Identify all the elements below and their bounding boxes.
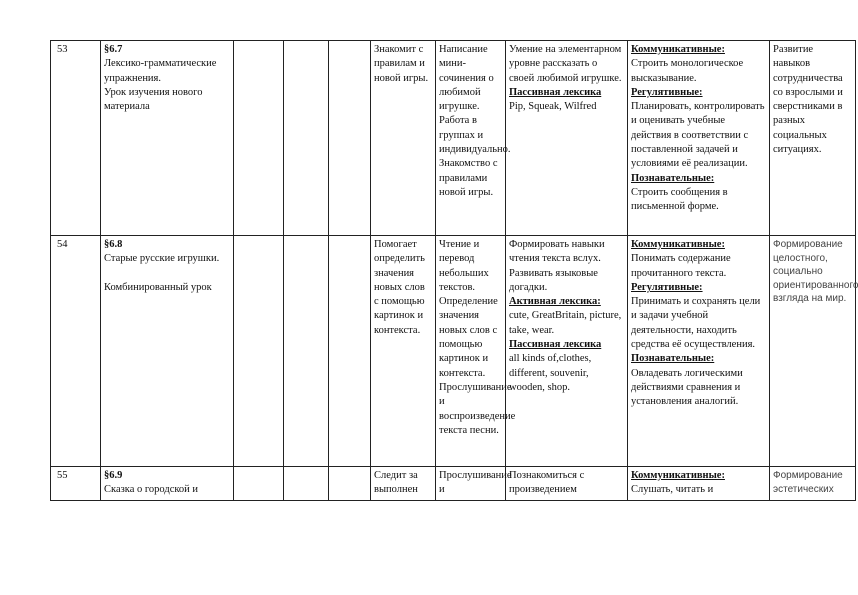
lesson-plan-table — [50, 40, 856, 501]
lesson-title: Сказка о городской и — [104, 484, 199, 496]
empty-cell — [234, 236, 284, 467]
lesson-topic — [101, 41, 234, 236]
table-row — [51, 41, 856, 236]
student-activity: Чтение и перевод небольших текстов. Определение значения новых слов с помощью картинок и контекста. Прослушивание и воспроизведение текста песни. — [436, 236, 506, 467]
table-row — [51, 467, 856, 501]
uud-cell: Коммуникативные: Понимать содержание прочитанного текста. Регулятивные: Принимать и сохранять цели и задачи учебной деятельности, находить средства её осуществления. Познавательные: Овладевать логическими действиями сравнения и установления аналогий. — [628, 236, 770, 467]
lesson-topic — [101, 467, 234, 501]
student-activity: Написание мини-сочинения о любимой игрушке. Работа в группах и индивидуально. Знакомство с правилами новой игры. — [436, 41, 506, 236]
empty-cell — [284, 467, 329, 501]
uud-cell: Коммуникативные: Строить монологическое высказывание. Регулятивные: Планировать, контролировать и оценивать учебные действия в соответствии с поставленной задачей и условиями её реализации. Познавательные: Строить сообщения в письменной форме. — [628, 41, 770, 236]
subject-results: Умение на элементарном уровне рассказать о своей любимой игрушке. Пассивная лексика Pip, Squeak, Wilfred — [506, 41, 628, 236]
empty-cell — [329, 41, 371, 236]
lesson-title: Старые русские игрушки. — [104, 253, 220, 265]
paragraph-ref: §6.8 — [104, 239, 123, 250]
paragraph-ref: §6.9 — [104, 470, 123, 481]
empty-cell — [234, 467, 284, 501]
paragraph-ref: §6.7 — [104, 44, 123, 55]
subject-results: Формировать навыки чтения текста вслух. Развивать языковые догадки. Активная лексика: cute, GreatBritain, picture, take, wear. Пассивная лексика all kinds of,clothes, different, souvenir, wooden, shop. — [506, 236, 628, 467]
teacher-activity: Следит за выполнен — [371, 467, 436, 501]
teacher-activity: Помогает определить значения новых слов с помощью картинок и контекста. — [371, 236, 436, 467]
lesson-number: 53 — [51, 41, 101, 236]
lesson-number: 54 — [51, 236, 101, 467]
empty-cell — [284, 236, 329, 467]
empty-cell — [284, 41, 329, 236]
personal-results: Формирование эстетических — [770, 467, 856, 501]
lesson-title: Лексико-грамматические упражнения. — [104, 58, 217, 84]
empty-cell — [329, 236, 371, 467]
empty-cell — [329, 467, 371, 501]
lesson-number: 55 — [51, 467, 101, 501]
lesson-type: Комбинированный урок — [104, 281, 212, 293]
personal-results: Формирование целостного, социально ориентированного взгляда на мир. — [770, 236, 856, 467]
lesson-type: Урок изучения нового материала — [104, 86, 203, 113]
table-row — [51, 236, 856, 467]
uud-cell: Коммуникативные: Слушать, читать и — [628, 467, 770, 501]
lesson-topic — [101, 236, 234, 467]
student-activity: Прослушивание и — [436, 467, 506, 501]
subject-results: Познакомиться с произведением — [506, 467, 628, 501]
personal-results: Развитие навыков сотрудничества со взрослыми и сверстниками в разных социальных ситуациях. — [770, 41, 856, 236]
empty-cell — [234, 41, 284, 236]
teacher-activity: Знакомит с правилам и новой игры. — [371, 41, 436, 236]
